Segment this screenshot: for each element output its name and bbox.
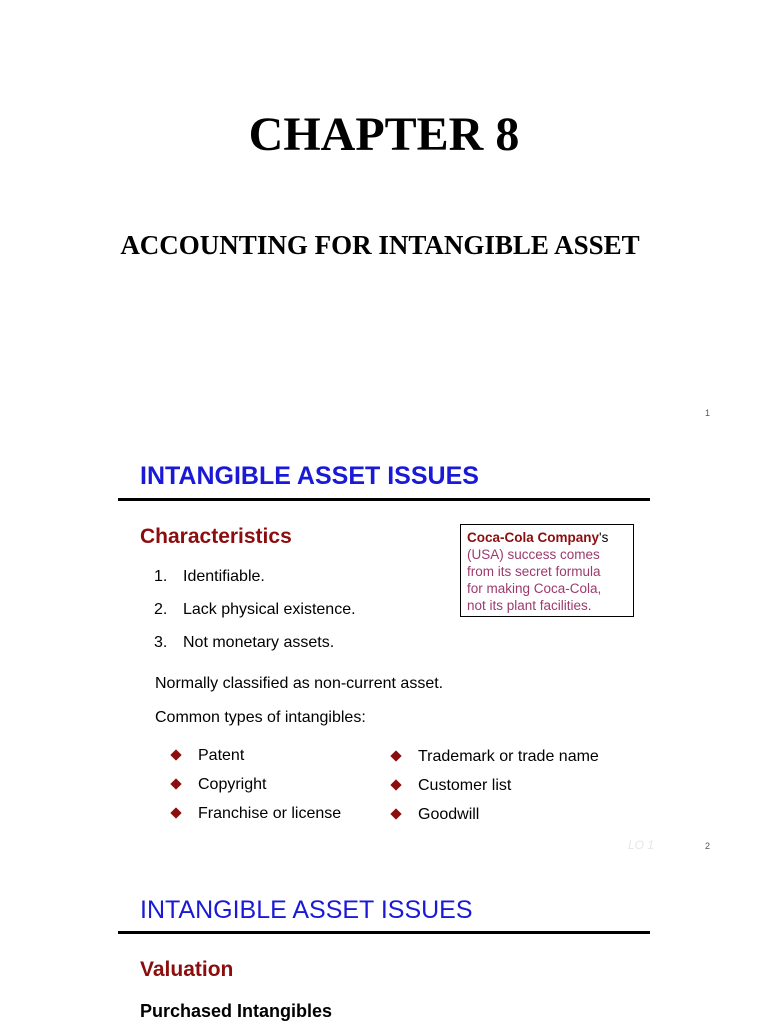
heading-divider	[118, 498, 650, 501]
chapter-title: CHAPTER 8	[248, 108, 520, 161]
list-text: Not monetary assets.	[183, 634, 335, 651]
types-list-right	[390, 745, 599, 832]
list-text: Identifiable.	[183, 568, 265, 585]
coca-cola-callout	[460, 524, 634, 617]
classification-note: Normally classified as non-current asset.	[155, 675, 444, 692]
heading-divider-3	[118, 931, 650, 934]
bullet-item	[170, 802, 341, 831]
callout-line: from its secret formula	[467, 564, 601, 579]
bullet-text: Trademark or trade name	[418, 748, 599, 765]
callout-line: not its plant facilities.	[467, 598, 592, 613]
bullet-text: Franchise or license	[198, 805, 342, 822]
page-number-1: 1	[705, 408, 711, 418]
list-text: Lack physical existence.	[183, 601, 356, 618]
slide-heading-3: INTANGIBLE ASSET ISSUES	[140, 896, 473, 924]
section-heading-valuation: Valuation	[140, 958, 234, 981]
bullet-item	[170, 744, 341, 773]
learning-objective-tag: LO 1	[628, 838, 655, 852]
diamond-bullet-icon	[170, 807, 181, 818]
bullet-text: Customer list	[418, 777, 512, 794]
slide-heading: INTANGIBLE ASSET ISSUES	[140, 462, 479, 490]
bullet-item	[170, 773, 341, 802]
diamond-bullet-icon	[170, 778, 181, 789]
bullet-text: Patent	[198, 747, 245, 764]
list-number: 3.	[154, 634, 168, 651]
diamond-bullet-icon	[390, 779, 401, 790]
callout-line: (USA) success comes	[467, 547, 600, 562]
callout-line: for making Coca-Cola,	[467, 581, 602, 596]
page-number-2: 2	[705, 841, 711, 851]
list-item	[154, 628, 356, 661]
diamond-bullet-icon	[170, 749, 181, 760]
types-list-left	[170, 744, 341, 831]
bullet-item	[390, 774, 599, 803]
characteristics-list	[154, 562, 356, 661]
bullet-item	[390, 745, 599, 774]
purchased-intangibles-heading: Purchased Intangibles	[140, 1001, 333, 1021]
types-intro: Common types of intangibles:	[155, 709, 366, 726]
diamond-bullet-icon	[390, 750, 401, 761]
callout-possessive: 's	[599, 530, 609, 545]
list-number: 2.	[154, 601, 168, 618]
diamond-bullet-icon	[390, 808, 401, 819]
chapter-subtitle: ACCOUNTING FOR INTANGIBLE ASSET	[120, 230, 640, 260]
callout-first-line	[467, 529, 627, 546]
bullet-item	[390, 803, 599, 832]
list-item	[154, 595, 356, 628]
section-heading-characteristics: Characteristics	[140, 525, 292, 548]
bullet-text: Copyright	[198, 776, 267, 793]
list-number: 1.	[154, 568, 168, 585]
callout-brand: Coca-Cola Company	[467, 530, 600, 545]
bullet-text: Goodwill	[418, 806, 480, 823]
list-item	[154, 562, 356, 595]
